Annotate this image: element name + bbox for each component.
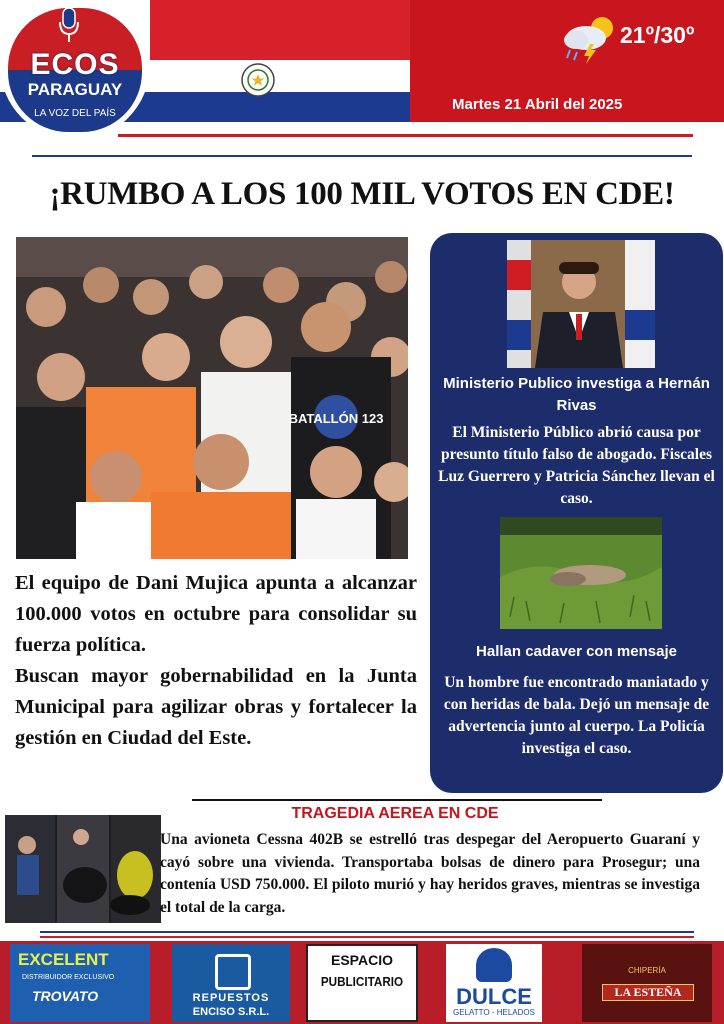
crowd-photo-illustration [16, 237, 408, 559]
divider-red [118, 134, 693, 137]
logo-tagline: LA VOZ DEL PAÍS [34, 108, 116, 119]
parts-logo-icon [215, 954, 251, 990]
main-headline[interactable]: ¡RUMBO A LOS 100 MIL VOTOS EN CDE! [49, 176, 675, 212]
ads-divider-blue [40, 931, 694, 933]
logo-subtitle: PARAGUAY [27, 80, 123, 99]
ad-excelent-sub: DISTRIBUIDOR EXCLUSIVO [22, 974, 115, 981]
main-story-photo[interactable] [16, 237, 408, 559]
tragedy-photo[interactable] [5, 815, 161, 923]
grass-scene-illustration [500, 517, 662, 629]
ad-dulce-name: DULCE [456, 984, 532, 1009]
ad-excelent[interactable] [10, 944, 150, 1022]
main-story-paragraph-2: Buscan mayor gobernabilidad en la Junta Municipal para agilizar obras y fortalecer la gestión en Ciudad del Este. [15, 665, 417, 749]
tragedy-title[interactable]: TRAGEDIA AEREA EN CDE [291, 805, 499, 822]
ads-divider-red [40, 936, 694, 938]
divider-blue [32, 155, 692, 157]
ad-repuestos-enciso[interactable] [172, 944, 290, 1022]
sidebar-story1-photo[interactable] [507, 240, 655, 368]
logo-title: ECOS [30, 48, 120, 81]
ad-espacio-line2: PUBLICITARIO [320, 974, 404, 989]
issue-date: Martes 21 Abril del 2025 [452, 96, 623, 113]
ad-espacio-line1: ESPACIO [331, 952, 393, 968]
ice-cream-icon [476, 948, 512, 982]
ad-la-estena-name: LA ESTEÑA [602, 984, 694, 1001]
ad-dulce-sub: GELATTO - HELADOS [453, 1008, 535, 1017]
sidebar-story2-photo[interactable] [500, 517, 662, 629]
temperature: 21º/30º [620, 22, 695, 48]
shirt-text: BATALLÓN 123 [288, 411, 384, 426]
ad-repuestos-line1: REPUESTOS [192, 992, 270, 1004]
national-seal-icon [240, 62, 276, 98]
tragedy-divider [192, 799, 602, 801]
sidebar-story2-title[interactable]: Hallan cadaver con mensaje [476, 643, 677, 660]
microphone-icon [56, 6, 82, 46]
sidebar-story2-text: Un hombre fue encontrado maniatado y con heridas de bala. Dejó un mensaje de advertencia junto al cuerpo. La Policía investiga el caso. [443, 674, 710, 757]
sidebar-story1-text: El Ministerio Público abrió causa por presunto título falso de abogado. Fiscales Luz Guerrero y Patricia Sánchez llevan el caso. [438, 424, 715, 507]
portrait-illustration [507, 240, 655, 368]
ad-la-estena[interactable] [582, 944, 712, 1022]
ad-la-estena-sub: CHIPERÍA [628, 966, 666, 975]
main-story-text [15, 568, 417, 754]
main-story-paragraph-1: El equipo de Dani Mujica apunta a alcanzar 100.000 votos en octubre para consolidar su fuerza política. [15, 572, 417, 656]
ad-espacio-publicitario[interactable] [306, 944, 418, 1022]
ad-repuestos-line2: ENCISO S.R.L. [192, 1006, 270, 1018]
tragedy-text: Una avioneta Cessna 402B se estrelló tras despegar del Aeropuerto Guaraní y cayó sobre una vivienda. Transportaba bolsas de dinero para Prosegur; una contenía USD 750.000. El piloto murió y hay heridos graves, mientras se investiga el total de la carga. [160, 831, 700, 916]
weather-storm-icon [560, 10, 622, 64]
crash-scene-illustration [5, 815, 161, 923]
sidebar-story1-title[interactable]: Ministerio Publico investiga a Hernán Rivas [443, 375, 710, 414]
ad-dulce[interactable] [446, 944, 542, 1022]
ad-excelent-brand: TROVATO [32, 988, 99, 1004]
ad-excelent-name: EXCELENT [18, 950, 109, 969]
